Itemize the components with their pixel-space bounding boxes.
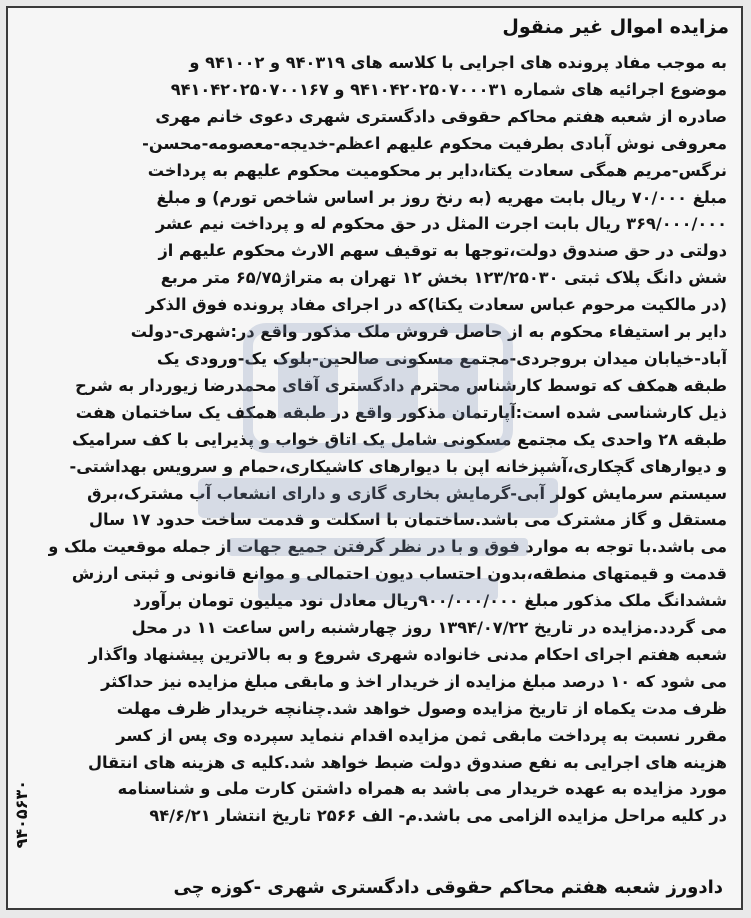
notice-line: معروفی نوش آبادی بطرفیت محکوم علیهم اعظم-خدیجه-معصومه-محسن- (142, 133, 727, 153)
notice-line: مستقل و گاز مشترک می باشد.ساختمان با اسکلت و قدمت ساخت حدود ۱۷ سال (88, 510, 727, 530)
notice-line: ۳۶۹/۰۰۰/۰۰۰ ریال بابت اجرت المثل در حق محکوم له و پرداخت نیم عشر (155, 214, 727, 234)
notice-line: می شود که ۱۰ درصد مبلغ مزایده از خریدار اخذ و مابقی مبلغ مزایده نیز حداکثر (101, 671, 727, 691)
notice-line: ظرف مدت یکماه از تاریخ مزایده وصول خواهد شد.چنانچه خریدار ظرف مهلت (116, 698, 727, 718)
notice-line: می باشد.با توجه به موارد فوق و با در نظر گرفتن جمیع جهات از جمله موقعیت ملک و (48, 537, 727, 557)
notice-signature: دادورز شعبه هفتم محاکم حقوقی دادگستری شهری -کوزه چی (173, 877, 723, 898)
notice-line: سیستم سرمایش کولر آبی-گرمایش بخاری گازی و دارای انشعاب آب مشترک،برق (87, 483, 727, 503)
notice-line: صادره از شعبه هفتم محاکم حقوقی دادگستری شهری دعوی خانم مهری (155, 106, 727, 126)
reference-number: ۹۴۰۵۶۳۰ (12, 780, 31, 849)
notice-body (48, 50, 727, 830)
notice-line: مبلغ ۷۰/۰۰۰ ریال بابت مهریه (به رنخ روز بر اساس شاخص تورم) و مبلغ (156, 187, 727, 207)
notice-line: ششدانگ ملک مذکور مبلغ ۹۰۰/۰۰۰/۰۰۰ریال معادل نود میلیون تومان برآورد (132, 591, 727, 611)
notice-line: شعبه هفتم اجرای احکام مدنی خانواده شهری شروع و به بالاترین پیشنهاد واگذار (88, 644, 727, 664)
notice-line: دایر بر استیفاء محکوم به از حاصل فروش ملک مذکور واقع در:شهری-دولت (130, 322, 727, 342)
notice-line: ذیل کارشناسی شده است:آپارتمان مذکور واقع در طبقه همکف یک ساختمان هفت (75, 402, 727, 422)
notice-title: مزایده اموال غیر منقول (502, 16, 729, 38)
notice-line: مقرر نسبت به پرداخت مابقی ثمن مزایده اقدام ننماید سپرده وی پس از کسر (116, 725, 727, 745)
notice-line: شش دانگ پلاک ثبتی ۱۲۳/۲۵۰۳۰ بخش ۱۲ تهران به متراژ۶۵/۷۵ متر مربع (160, 268, 727, 288)
notice-line: دولتی در حق صندوق دولت،توجها به توقیف سهم الارث محکوم علیهم از (158, 241, 727, 261)
notice-line: و دیوارهای گچکاری،آشپزخانه اپن با دیوارهای کاشیکاری،حمام و سرویس بهداشتی- (69, 456, 727, 476)
notice-line: به موجب مفاد پرونده های اجرایی با کلاسه های ۹۴۰۳۱۹ و ۹۴۱۰۰۲ و (189, 53, 727, 72)
notice-line: می گردد.مزایده در تاریخ ۱۳۹۴/۰۷/۲۲ روز چهارشنبه راس ساعت ۱۱ در محل (131, 618, 727, 638)
notice-line: موضوع اجرائیه های شماره ۹۴۱۰۴۲۰۲۵۰۷۰۰۰۳۱ و ۹۴۱۰۴۲۰۲۵۰۷۰۰۱۶۷ (170, 79, 727, 99)
notice-line: طبقه ۲۸ واحدی یک مجتمع مسکونی شامل یک اتاق خواب و پذیرایی با کف سرامیک (72, 429, 727, 449)
notice-line: طبقه همکف که توسط کارشناس محترم دادگستری آقای محمدرضا زیوردار به شرح (75, 375, 727, 395)
notice-line: هزینه های اجرایی به نفع صندوق دولت ضبط خواهد شد.کلیه ی هزینه های انتقال (87, 752, 727, 772)
notice-line: مورد مزایده به عهده خریدار می باشد به همراه داشتن کارت ملی و شناسنامه (117, 779, 727, 799)
notice-line: آباد-خیابان میدان بروجردی-مجتمع مسکونی صالحین-بلوک یک-ورودی یک (156, 348, 727, 368)
legal-notice (6, 6, 743, 910)
notice-line: نرگس-مریم همگی سعادت یکتا،دایر بر محکومیت محکوم علیهم به پرداخت (147, 160, 727, 180)
notice-line: (در مالکیت مرحوم عباس سعادت یکتا)که در اجرای مفاد پرونده فوق الذکر (146, 295, 727, 315)
notice-line: در کلیه مراحل مزایده الزامی می باشد.م- الف ۲۵۶۶ تاریخ انتشار ۹۴/۶/۲۱ (149, 806, 727, 826)
notice-line: قدمت و قیمتهای منطقه،بدون احتساب دیون احتمالی و موانع قانونی و ثبتی ارزش (71, 564, 727, 584)
